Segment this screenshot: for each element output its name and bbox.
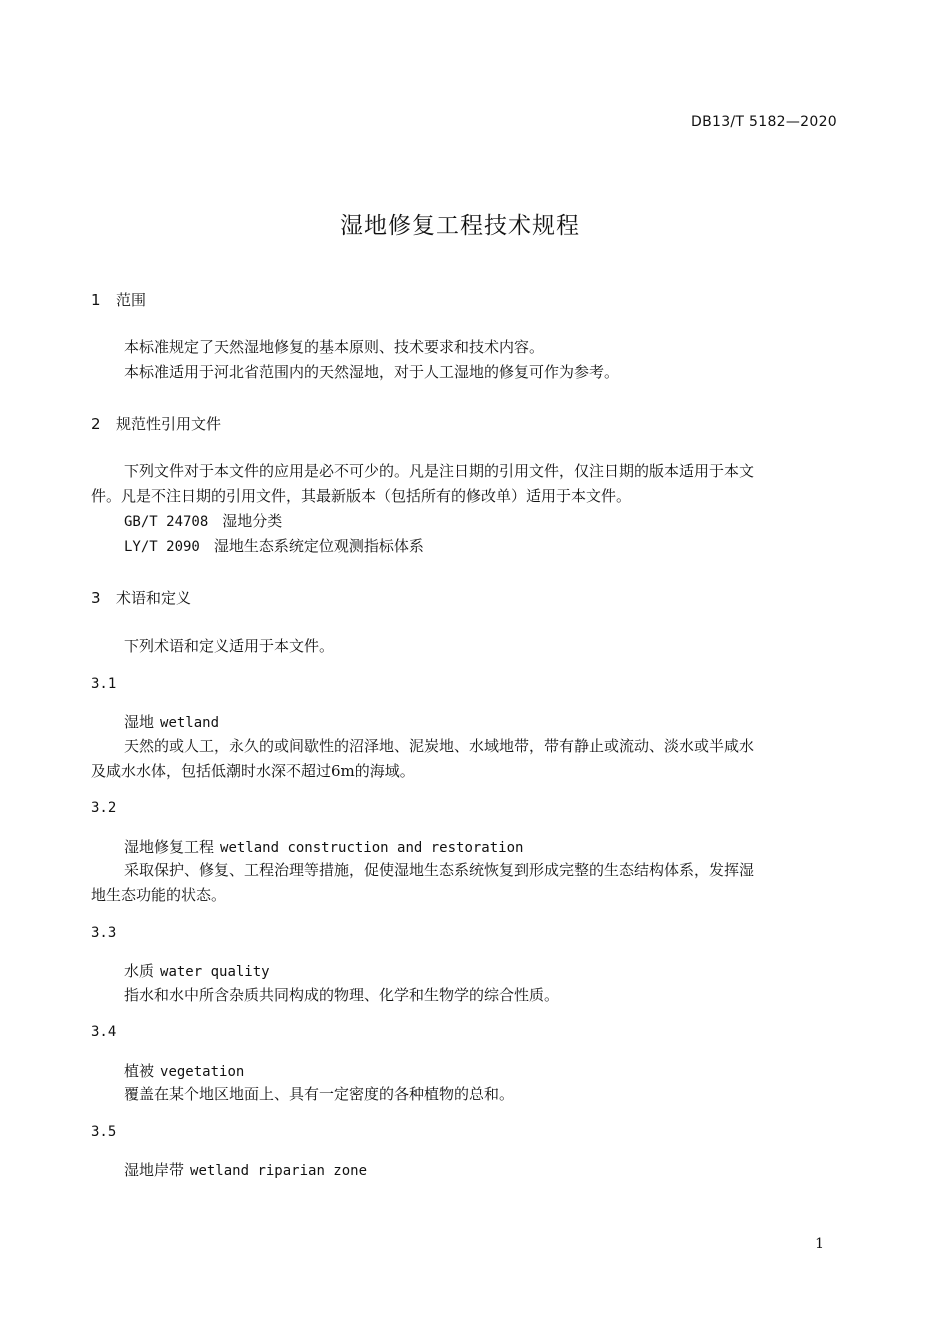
term-number: 3.5 — [91, 1124, 117, 1140]
section-2-heading — [91, 413, 221, 434]
section-title: 术语和定义 — [116, 589, 192, 607]
term-number: 3.2 — [91, 800, 117, 816]
reference-code: LY/T 2090 — [124, 539, 200, 555]
document-code: DB13/T 5182—2020 — [691, 114, 837, 130]
term-number: 3.3 — [91, 925, 117, 941]
page-number: 1 — [815, 1236, 824, 1252]
term-definition-line-1: 指水和水中所含杂质共同构成的物理、化学和生物学的综合性质。 — [124, 986, 560, 1004]
document-title: 湿地修复工程技术规程 — [340, 213, 580, 239]
section-title: 规范性引用文件 — [116, 415, 222, 433]
section-1-heading — [91, 289, 146, 310]
reference-item — [124, 536, 424, 557]
term-chinese: 植被 — [124, 1062, 155, 1080]
section-1-paragraph-2: 本标准适用于河北省范围内的天然湿地，对于人工湿地的修复可作为参考。 — [124, 363, 620, 381]
term-title — [124, 836, 523, 857]
term-number: 3.4 — [91, 1024, 117, 1040]
term-english: wetland construction and restoration — [220, 840, 524, 856]
term-definition-line-2: 及咸水水体，包括低潮时水深不超过6m的海域。 — [91, 762, 415, 780]
term-title — [124, 711, 219, 732]
term-title — [124, 960, 270, 981]
term-chinese: 水质 — [124, 962, 155, 980]
term-title — [124, 1159, 367, 1180]
term-definition-line-2: 地生态功能的状态。 — [91, 886, 227, 904]
section-3-intro: 下列术语和定义适用于本文件。 — [124, 637, 335, 655]
term-definition-line-1: 天然的或人工，永久的或间歇性的沼泽地、泥炭地、水域地带，带有静止或流动、淡水或半咸水 — [124, 737, 755, 755]
term-definition-line-1: 采取保护、修复、工程治理等措施，促使湿地生态系统恢复到形成完整的生态结构体系，发挥湿 — [124, 861, 755, 879]
term-chinese: 湿地修复工程 — [124, 838, 215, 856]
term-title — [124, 1060, 244, 1081]
section-number: 2 — [91, 415, 101, 433]
reference-name: 湿地分类 — [222, 512, 283, 530]
section-1-paragraph-1: 本标准规定了天然湿地修复的基本原则、技术要求和技术内容。 — [124, 338, 545, 356]
term-definition-line-1: 覆盖在某个地区地面上、具有一定密度的各种植物的总和。 — [124, 1085, 515, 1103]
term-english: water quality — [160, 964, 270, 980]
term-english: wetland — [160, 715, 220, 731]
term-english: wetland riparian zone — [190, 1163, 368, 1179]
reference-name: 湿地生态系统定位观测指标体系 — [213, 537, 424, 555]
term-chinese: 湿地 — [124, 713, 155, 731]
section-number: 1 — [91, 291, 101, 309]
term-chinese: 湿地岸带 — [124, 1161, 185, 1179]
section-3-heading — [91, 587, 191, 608]
reference-item — [124, 511, 282, 532]
section-2-paragraph-line-1: 下列文件对于本文件的应用是必不可少的。凡是注日期的引用文件，仅注日期的版本适用于本文 — [124, 462, 755, 480]
section-number: 3 — [91, 589, 101, 607]
term-english: vegetation — [160, 1064, 245, 1080]
term-number: 3.1 — [91, 676, 117, 692]
reference-code: GB/T 24708 — [124, 514, 209, 530]
section-2-paragraph-line-2: 件。凡是不注日期的引用文件，其最新版本（包括所有的修改单）适用于本文件。 — [91, 487, 632, 505]
section-title: 范围 — [116, 291, 147, 309]
